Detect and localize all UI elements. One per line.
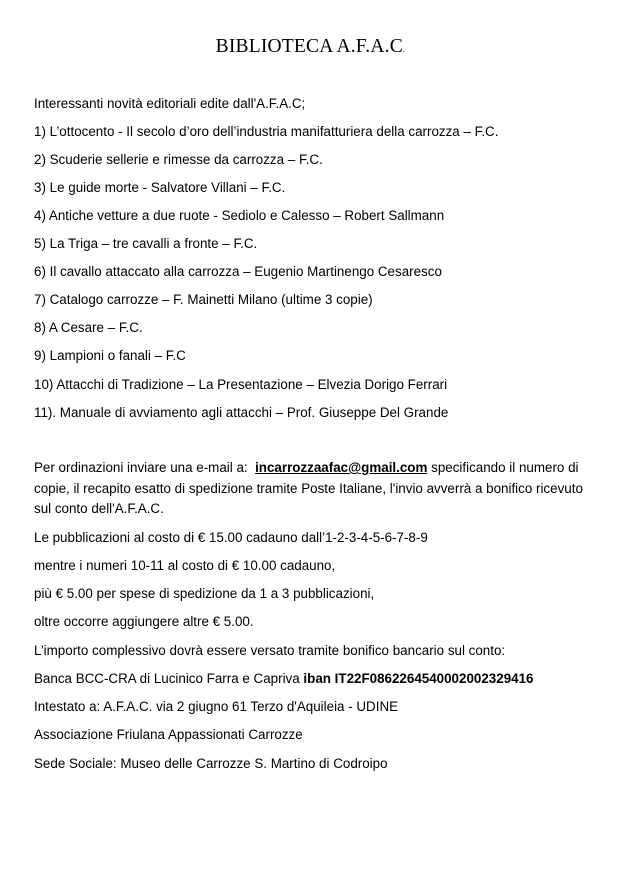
footer-line-1: Intestato a: A.F.A.C. via 2 giugno 61 Terzo d'Aquileia - UDINE bbox=[34, 699, 399, 714]
book-item-1: 1) L’ottocento - Il secolo d’oro dell’industria manifatturiera della carrozza – F.C. bbox=[34, 124, 499, 139]
book-item-10: 10) Attacchi di Tradizione – La Presentazione – Elvezia Dorigo Ferrari bbox=[34, 377, 448, 392]
intro-text: Interessanti novità editoriali edite dall'A.F.A.C; bbox=[34, 96, 306, 111]
footer-line-2: Associazione Friulana Appassionati Carrozze bbox=[34, 727, 303, 742]
pricing-line-4: oltre occorre aggiungere altre € 5.00. bbox=[34, 614, 254, 629]
pricing-line-3: più € 5.00 per spese di spedizione da 1 a 3 pubblicazioni, bbox=[34, 586, 375, 601]
book-item-6: 6) Il cavallo attaccato alla carrozza – Eugenio Martinengo Cesaresco bbox=[34, 264, 442, 279]
order-prefix: Per ordinazioni inviare una e-mail a: bbox=[34, 460, 248, 475]
title-text: BIBLIOTECA A.F.A.C bbox=[215, 36, 403, 57]
book-item-11: 11). Manuale di avviamento agli attacchi – Prof. Giuseppe Del Grande bbox=[34, 405, 449, 420]
order-suffix: specificando il numero di copie, il recapito esatto di spedizione tramite Poste Italiane, l'invio avverrà a bonifico ricevuto sul conto dell'A.F.A.C. bbox=[34, 460, 583, 516]
book-item-7: 7) Catalogo carrozze – F. Mainetti Milano (ultime 3 copie) bbox=[34, 292, 373, 307]
page-title bbox=[0, 36, 621, 58]
bank-iban: iban IT22F0862264540002002329416 bbox=[303, 671, 534, 686]
title-dot: . bbox=[402, 44, 406, 54]
footer-line-3: Sede Sociale: Museo delle Carrozze S. Martino di Codroipo bbox=[34, 756, 388, 771]
book-item-8: 8) A Cesare – F.C. bbox=[34, 320, 143, 335]
bank-line bbox=[34, 671, 533, 687]
bank-prefix: Banca BCC-CRA di Lucinico Farra e Capriva bbox=[34, 671, 300, 686]
book-item-5: 5) La Triga – tre cavalli a fronte – F.C. bbox=[34, 236, 258, 251]
pricing-line-5: L’importo complessivo dovrà essere versato tramite bonifico bancario sul conto: bbox=[34, 643, 506, 658]
pricing-line-2: mentre i numeri 10-11 al costo di € 10.00 cadauno, bbox=[34, 558, 336, 573]
order-email-link[interactable]: incarrozzaafac@gmail.com bbox=[255, 460, 428, 475]
book-item-4: 4) Antiche vetture a due ruote - Sediolo e Calesso – Robert Sallmann bbox=[34, 208, 445, 223]
book-item-9: 9) Lampioni o fanali – F.C bbox=[34, 348, 186, 363]
order-paragraph bbox=[34, 458, 589, 520]
book-item-2: 2) Scuderie sellerie e rimesse da carrozza – F.C. bbox=[34, 152, 323, 167]
pricing-line-1: Le pubblicazioni al costo di € 15.00 cadauno dall’1-2-3-4-5-6-7-8-9 bbox=[34, 530, 428, 545]
book-item-3: 3) Le guide morte - Salvatore Villani – F.C. bbox=[34, 180, 286, 195]
